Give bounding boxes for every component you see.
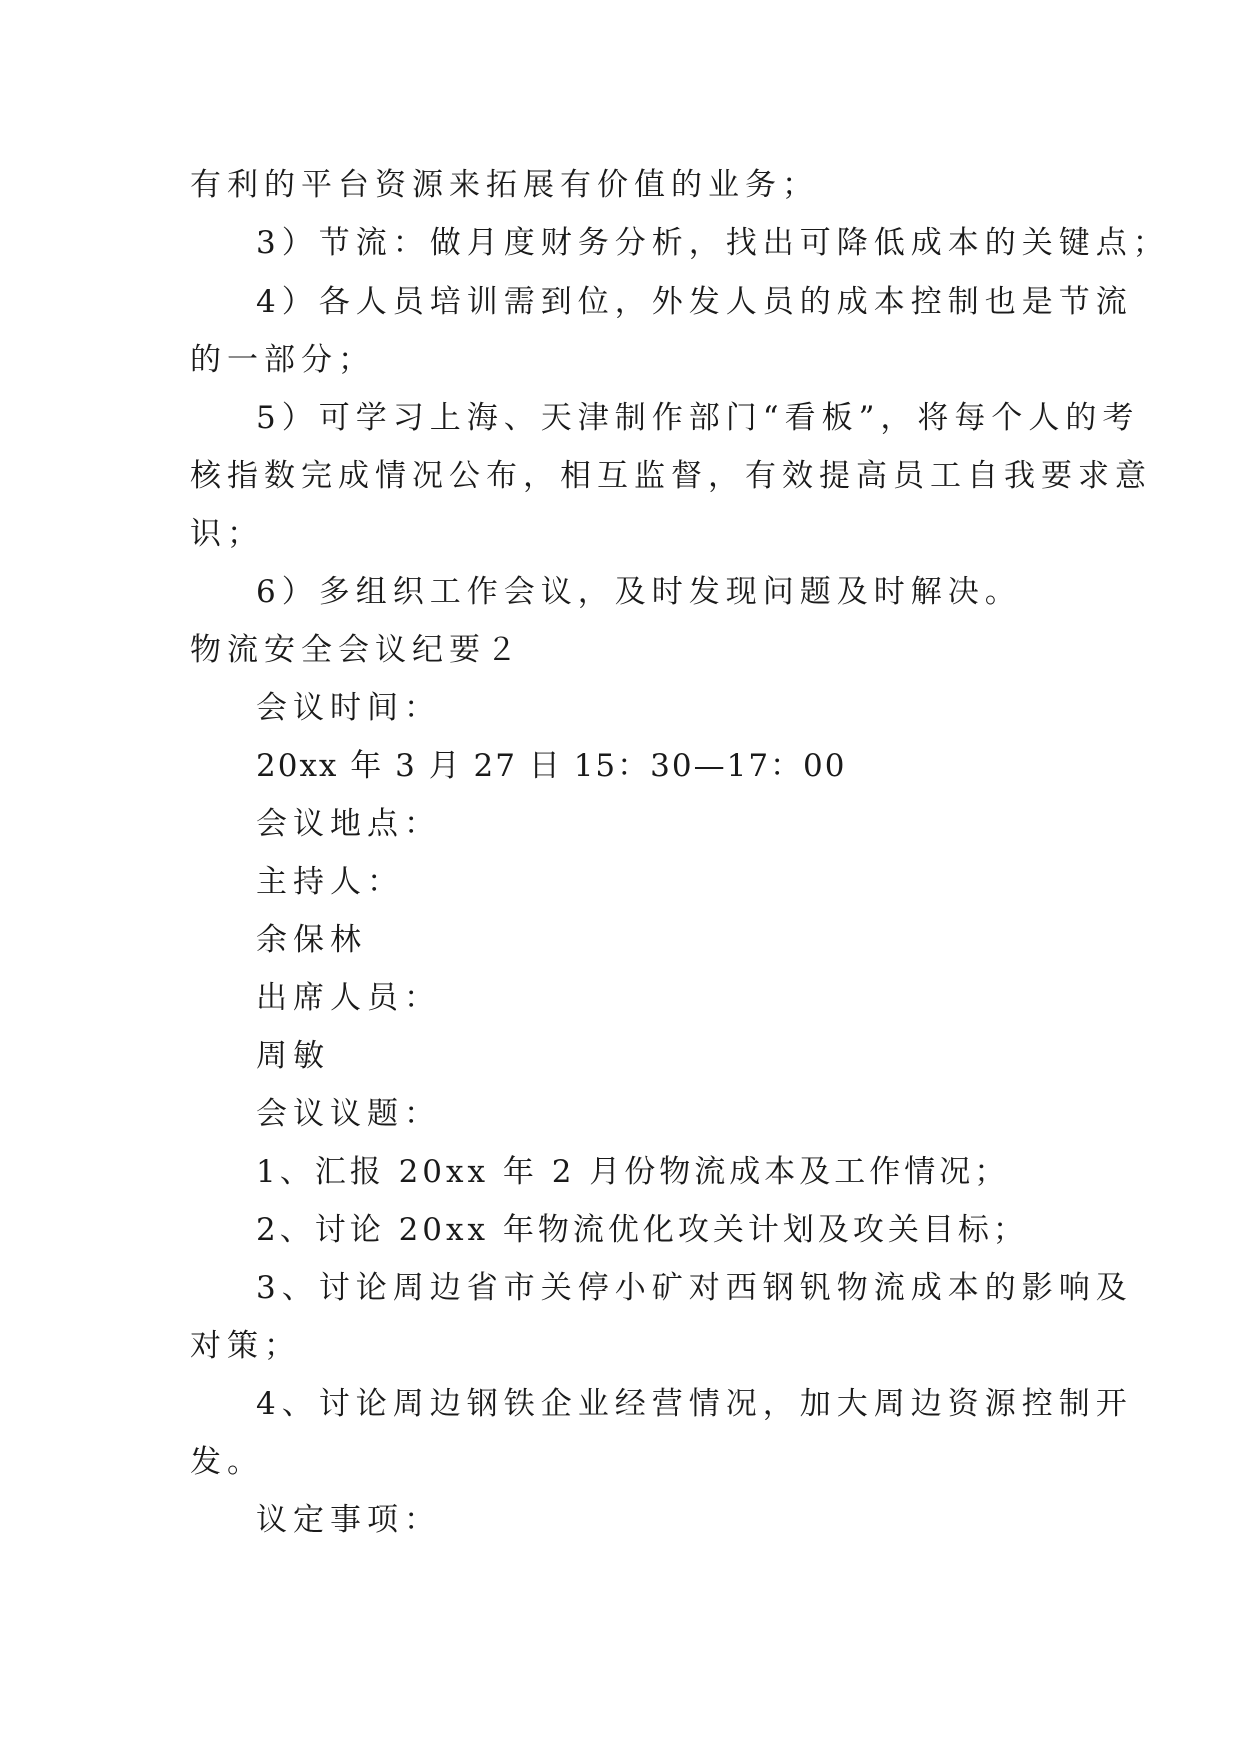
body-line: 识；: [190, 516, 264, 552]
list-item: 5）可学习上海、天津制作部门“看板”，将每个人的考: [256, 400, 1140, 436]
body-line: 有利的平台资源来拓展有价值的业务；: [190, 167, 819, 203]
body-line: 核指数完成情况公布，相互监督，有效提高员工自我要求意: [190, 458, 1152, 494]
body-line: 对策；: [190, 1328, 301, 1364]
list-item: 3、讨论周边省市关停小矿对西钢钒物流成本的影响及: [256, 1270, 1133, 1306]
list-item: 2、讨论 20xx 年物流优化攻关计划及攻关目标；: [256, 1212, 1028, 1248]
body-line: 发。: [190, 1444, 264, 1480]
list-item: 6）多组织工作会议，及时发现问题及时解决。: [256, 574, 1022, 610]
list-item: 3）节流：做月度财务分析，找出可降低成本的关键点；: [256, 225, 1170, 261]
field-label: 主持人：: [256, 864, 404, 900]
field-label: 议定事项：: [256, 1502, 441, 1538]
field-label: 会议时间：: [256, 690, 441, 726]
field-value: 周敏: [256, 1038, 330, 1074]
list-item: 4）各人员培训需到位，外发人员的成本控制也是节流: [256, 284, 1133, 320]
field-label: 会议议题：: [256, 1096, 441, 1132]
field-label: 出席人员：: [256, 980, 441, 1016]
list-item: 4、讨论周边钢铁企业经营情况，加大周边资源控制开: [256, 1386, 1133, 1422]
field-value: 20xx 年 3 月 27 日 15：30—17：00: [256, 748, 847, 784]
list-item: 1、汇报 20xx 年 2 月份物流成本及工作情况；: [256, 1154, 1010, 1190]
section-title: 物流安全会议纪要２: [190, 632, 523, 668]
body-line: 的一部分；: [190, 342, 375, 378]
field-value: 余保林: [256, 922, 367, 958]
field-label: 会议地点：: [256, 806, 441, 842]
